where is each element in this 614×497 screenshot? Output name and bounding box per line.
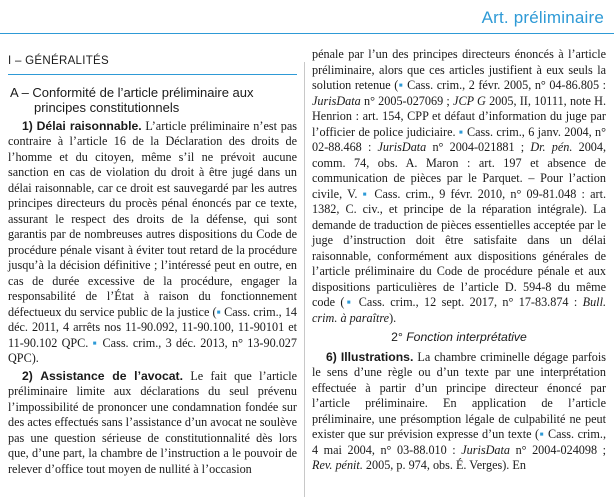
paragraph-text: pénale par l’un des principes directeurs énoncés à l’article préliminaire, alors que ces articles justifient à eux seuls la solution retenue ( — [312, 47, 606, 92]
citation-source: Dr. pén. — [530, 140, 573, 154]
citation-source: JCP G — [453, 93, 486, 108]
header-rule — [0, 33, 614, 34]
citation: 2004, comm. 74, obs. A. Maron : art. 197 et absence de communication de pièces par le Parquet. – Pour l’action civile, V. — [312, 140, 607, 201]
bullet-icon: ▪ — [362, 186, 370, 201]
paragraph-text: L’article préliminaire n’est pas contraire à l’article 16 de la Déclaration des droits de l’homme et du citoyen, même s’il ne prévoit aucune sanction en cas de violation du droit à être jugé dans un délai raisonnable, car ce droit est sauvegardé par les autres principes directeurs du procès pénal énoncés par ce texte, assurant le respect des droits de la défense, qui sont garantis par de nombreuses autres dispositions du Code de procédure pénale visant à éviter tout retard de la procédure jusqu’à la décision définitive ; l’intéressé peut en outre, en cas de durée excessive de la procédure, engager la responsabilité de l’État à raison du fonctionnement défectueux du service public de la justice ( — [8, 118, 298, 319]
paragraph-number: 2) — [22, 368, 33, 383]
citation-source: Bull. crim. — [312, 295, 606, 325]
citation: Cass. crim., 12 sept. 2017, n° 17-83.874 : — [358, 295, 578, 309]
bullet-icon: ▪ — [92, 335, 99, 350]
right-column — [312, 47, 606, 476]
bullet-icon: ▪ — [344, 295, 354, 309]
citation: n° 2005-027069 ; — [363, 93, 450, 108]
section-rule — [8, 74, 297, 75]
bullet-icon: ▪ — [539, 427, 545, 441]
citation-close: ). — [31, 351, 39, 365]
citation: n° 2004-021881 ; — [432, 140, 525, 154]
subsection-number: 2° — [391, 330, 403, 344]
column-divider — [304, 62, 305, 497]
article-title: Art. préliminaire — [481, 8, 604, 27]
bullet-icon: ▪ — [458, 124, 464, 139]
subsection-title: A – Conformité de l’article préliminaire aux principes constitutionnels — [10, 84, 254, 115]
paragraph-text: La demande de traduction de pièces essentielles acceptée par le juge d’instruction doit être satisfaite dans un délai raisonnable, conformément aux dispositions générales de l’article préliminaire du Code de procédure pénale et aux dispositions particulières de l’article D. 594-8 du même code ( — [312, 202, 606, 309]
citation-source: Rev. pénit. — [312, 458, 363, 472]
paragraph-assistance-avocat — [8, 369, 297, 478]
citation-source: JurisData — [377, 140, 427, 154]
page-header — [0, 0, 614, 34]
section-title: I – GÉNÉRALITÉS — [8, 55, 110, 67]
citation: Cass. crim., 3 déc. 2013, n° 13-90.027 QPC — [8, 335, 297, 365]
paragraph-text: Le fait que l’article préliminaire limite aux déclarations du seul prévenu l’impossibilité de prononcer une condamnation fondée sur des actes effectués sans l’assistance d’un avocat ne soulève pas une question sérieuse de constitutionnalité dès lors que, d’une part, la chambre de l’instruction a le pouvoir de relever d’office tout moyen de nullité à l’occasion — [8, 368, 297, 476]
citation-source: JurisData — [461, 442, 510, 457]
citation: Cass. crim., 4 mai 2004, n° 03-88.010 : — [312, 427, 607, 457]
citation: 2005, p. 974, obs. É. Verges). En — [365, 458, 526, 472]
paragraph-keyword: Assistance de l’avocat. — [40, 368, 183, 383]
subsection-title: Fonction interprétative — [406, 330, 527, 344]
paragraph-illustrations — [312, 350, 606, 474]
left-column — [8, 46, 297, 477]
paragraph-continuation — [312, 47, 606, 326]
citation: 2005, II, 10111, note H. Henrion : art. 154, CPP et défaut d’information du juge par l’officier de police judiciaire. — [312, 93, 607, 139]
citation-source: JurisData — [312, 93, 361, 108]
citation-close: ). — [389, 310, 397, 325]
citation: Cass. crim., 6 janv. 2004, n° 02-88.468 : — [312, 124, 607, 154]
paragraph-keyword: Illustrations. — [340, 349, 414, 364]
bullet-icon: ▪ — [398, 78, 404, 92]
citation: n° 2004-024098 ; — [515, 442, 607, 457]
citation: Cass. crim., 9 févr. 2010, n° 09-81.048 : art. 1382, C. civ., et principe de la réparation intégrale — [312, 186, 607, 216]
paragraph-number: 6) — [326, 349, 337, 364]
paragraph-keyword: Délai raisonnable. — [36, 118, 142, 133]
bullet-icon: ▪ — [216, 304, 221, 319]
subsection-heading — [312, 330, 606, 346]
citation-close: ). — [580, 202, 588, 216]
paragraph-delai-raisonnable — [8, 119, 297, 367]
citation: à paraître — [340, 310, 390, 325]
citation: Cass. crim., 2 févr. 2005, n° 04-86.805 : — [407, 78, 607, 92]
paragraph-text: La chambre criminelle dégage parfois le sens d’une règle ou d’un texte par une interprétation effectuée à partir d’un principe directeur énoncé par l’article préliminaire. En application de l’article préliminaire, une présomption légale de culpabilité ne peut exister que sur prévision expresse d’un texte ( — [312, 349, 607, 441]
citation: Cass. crim., 14 déc. 2011, 4 arrêts nos 11-90.092, 11-90.100, 11-90101 et 11-90.102 QPC. — [8, 304, 298, 350]
paragraph-number: 1) — [22, 118, 33, 133]
